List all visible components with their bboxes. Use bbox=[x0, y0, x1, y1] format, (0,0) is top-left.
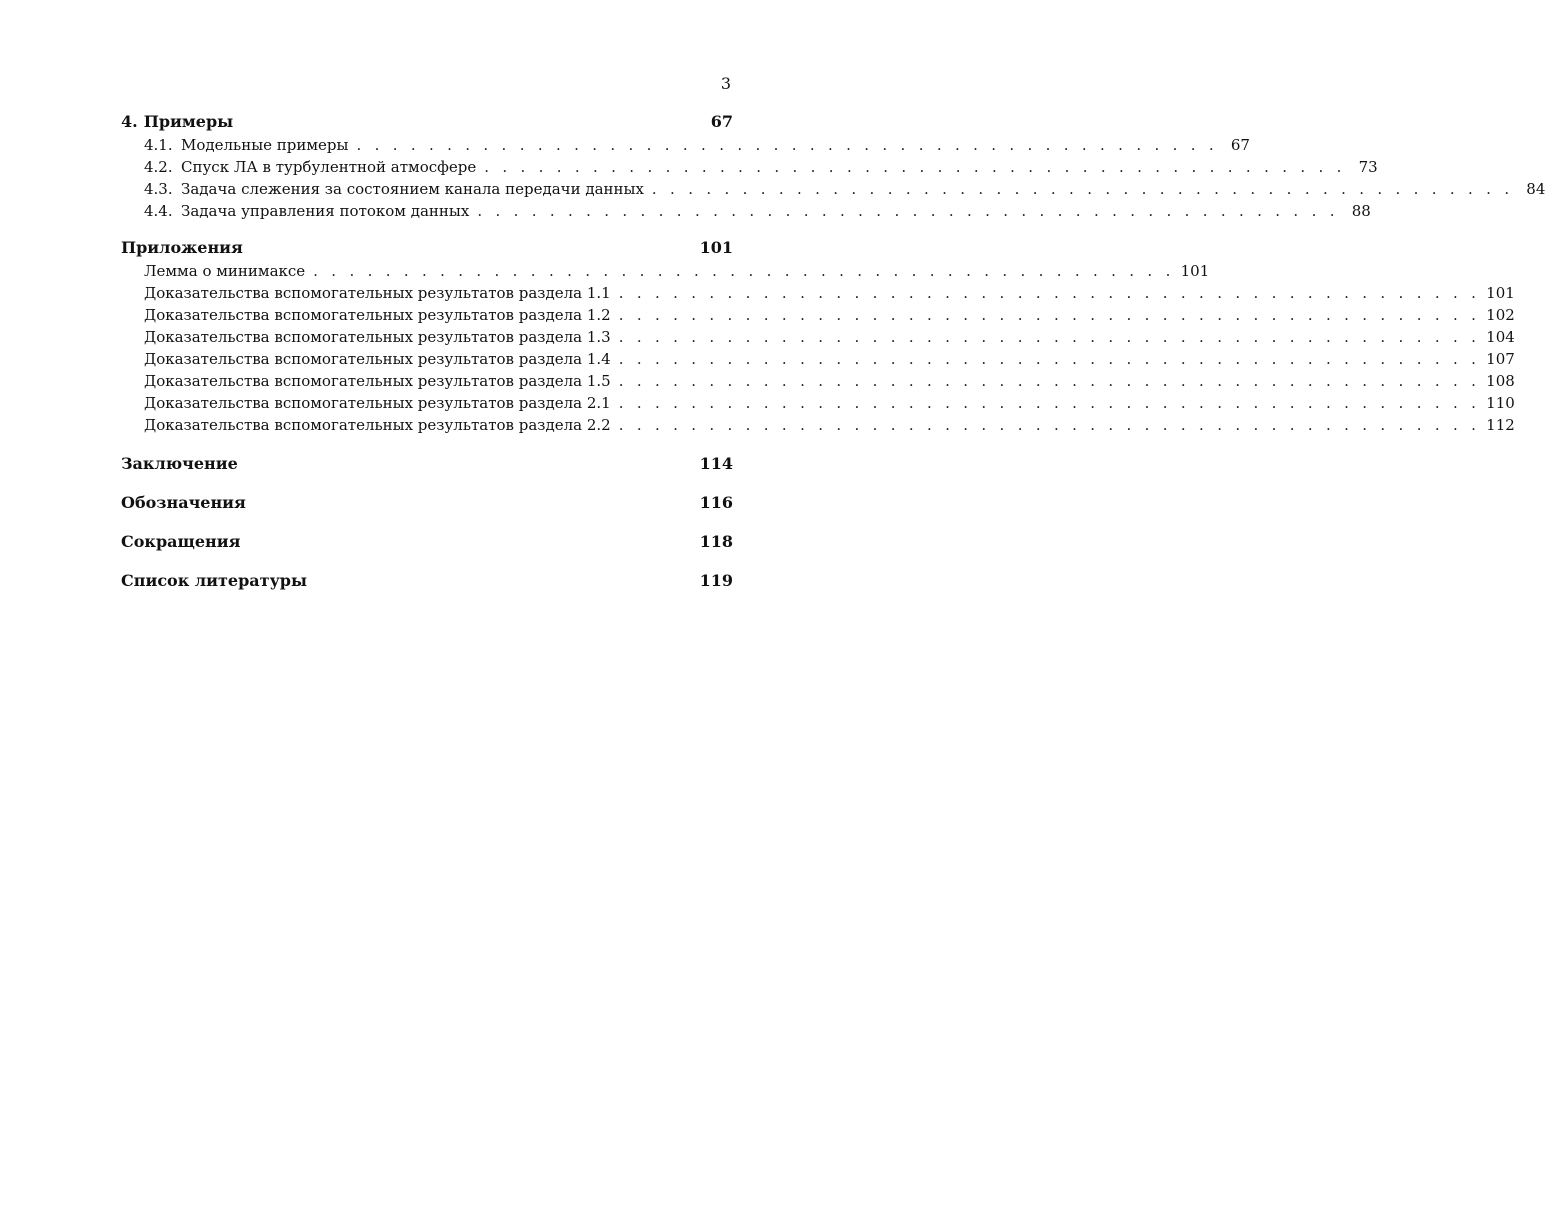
entry-page: 110 bbox=[1486, 394, 1515, 412]
toc-entry-appendix-7[interactable] bbox=[121, 392, 1515, 414]
entry-page: 101 bbox=[1486, 284, 1515, 302]
entry-page: 104 bbox=[1486, 328, 1515, 346]
chapter-page: 116 bbox=[699, 493, 733, 512]
entry-title: Задача управления потоком данных bbox=[181, 202, 470, 220]
dot-leader: . . . . . . . . . . . . . . . . . . . . . . . . . . . . . . . . . . . . . . . . . . . . . . . . bbox=[618, 372, 1481, 390]
chapter-title: Примеры bbox=[143, 112, 234, 131]
entry-page: 88 bbox=[1351, 202, 1371, 220]
chapter-page: 118 bbox=[699, 532, 733, 551]
chapter-title: Приложения bbox=[121, 238, 243, 257]
entry-title: Доказательства вспомогательных результатов раздела 1.3 bbox=[144, 328, 611, 346]
entry-page: 67 bbox=[1230, 136, 1250, 154]
dot-leader: . . . . . . . . . . . . . . . . . . . . . . . . . . . . . . . . . . . . . . . . . . . . . . . . bbox=[618, 416, 1481, 434]
entry-page: 112 bbox=[1486, 416, 1515, 434]
dot-leader: . . . . . . . . . . . . . . . . . . . . . . . . . . . . . . . . . . . . . . . . . . . . . . . . bbox=[651, 180, 1514, 198]
toc-chapter-notation[interactable] bbox=[121, 491, 733, 530]
entry-title: Доказательства вспомогательных результатов раздела 1.4 bbox=[144, 350, 611, 368]
chapter-page: 114 bbox=[699, 454, 733, 473]
dot-leader: . . . . . . . . . . . . . . . . . . . . . . . . . . . . . . . . . . . . . . . . . . . . . . . . bbox=[618, 350, 1481, 368]
chapter-number: 4. bbox=[121, 112, 138, 131]
entry-number: 4.1. bbox=[144, 136, 173, 154]
chapter-title: Сокращения bbox=[121, 532, 241, 551]
toc-chapter-conclusion[interactable] bbox=[121, 452, 733, 491]
entry-page: 107 bbox=[1486, 350, 1515, 368]
entry-number: 4.3. bbox=[144, 180, 173, 198]
toc-entry-appendix-4[interactable] bbox=[121, 326, 1515, 348]
toc-entry-appendix-2[interactable] bbox=[121, 282, 1515, 304]
page-number: 3 bbox=[720, 74, 731, 93]
entry-page: 101 bbox=[1180, 262, 1210, 280]
toc-entry-appendix-1[interactable] bbox=[121, 260, 1210, 282]
chapter-title: Заключение bbox=[121, 454, 238, 473]
entry-title: Доказательства вспомогательных результатов раздела 2.1 bbox=[144, 394, 611, 412]
toc-chapter-4[interactable] bbox=[121, 110, 733, 134]
toc-entry-4-1[interactable] bbox=[121, 134, 1250, 156]
chapter-title: Обозначения bbox=[121, 493, 246, 512]
entry-title: Спуск ЛА в турбулентной атмосфере bbox=[181, 158, 477, 176]
dot-leader: . . . . . . . . . . . . . . . . . . . . . . . . . . . . . . . . . . . . . . . . . . . . . . . . bbox=[484, 158, 1346, 176]
spacer bbox=[121, 222, 733, 236]
entry-page: 73 bbox=[1358, 158, 1378, 176]
entry-title: Задача слежения за состоянием канала передачи данных bbox=[181, 180, 644, 198]
dot-leader: . . . . . . . . . . . . . . . . . . . . . . . . . . . . . . . . . . . . . . . . . . . . . . . . bbox=[618, 394, 1481, 412]
dot-leader: . . . . . . . . . . . . . . . . . . . . . . . . . . . . . . . . . . . . . . . . . . . . . . . . bbox=[618, 306, 1481, 324]
entry-title: Лемма о минимаксе bbox=[144, 262, 306, 280]
dot-leader: . . . . . . . . . . . . . . . . . . . . . . . . . . . . . . . . . . . . . . . . . . . . . . . . bbox=[313, 262, 1175, 280]
toc-entry-appendix-3[interactable] bbox=[121, 304, 1515, 326]
entry-title: Доказательства вспомогательных результатов раздела 1.1 bbox=[144, 284, 611, 302]
dot-leader: . . . . . . . . . . . . . . . . . . . . . . . . . . . . . . . . . . . . . . . . . . . . . . . . bbox=[618, 328, 1481, 346]
dot-leader: . . . . . . . . . . . . . . . . . . . . . . . . . . . . . . . . . . . . . . . . . . . . . . . . bbox=[618, 284, 1481, 302]
toc-entry-4-3[interactable] bbox=[121, 178, 1545, 200]
chapter-page: 119 bbox=[699, 571, 733, 590]
entry-page: 84 bbox=[1526, 180, 1545, 198]
chapter-title: Список литературы bbox=[121, 571, 308, 590]
entry-title: Доказательства вспомогательных результатов раздела 1.5 bbox=[144, 372, 611, 390]
entry-page: 102 bbox=[1486, 306, 1515, 324]
entry-title: Доказательства вспомогательных результатов раздела 1.2 bbox=[144, 306, 611, 324]
chapter-page: 101 bbox=[699, 238, 733, 257]
chapter-page: 67 bbox=[710, 112, 733, 131]
toc-chapter-references[interactable] bbox=[121, 569, 733, 608]
toc-entry-4-2[interactable] bbox=[121, 156, 1378, 178]
toc-entry-appendix-5[interactable] bbox=[121, 348, 1515, 370]
dot-leader: . . . . . . . . . . . . . . . . . . . . . . . . . . . . . . . . . . . . . . . . . . . . . . . . bbox=[356, 136, 1218, 154]
toc-chapter-abbreviations[interactable] bbox=[121, 530, 733, 569]
entry-number: 4.4. bbox=[144, 202, 173, 220]
toc-entry-appendix-8[interactable] bbox=[121, 414, 1515, 436]
entry-number: 4.2. bbox=[144, 158, 173, 176]
entry-title: Модельные примеры bbox=[181, 136, 349, 154]
entry-title: Доказательства вспомогательных результатов раздела 2.2 bbox=[144, 416, 611, 434]
entry-page: 108 bbox=[1486, 372, 1515, 390]
toc-entry-appendix-6[interactable] bbox=[121, 370, 1515, 392]
toc-entry-4-4[interactable] bbox=[121, 200, 1371, 222]
spacer bbox=[121, 436, 733, 452]
dot-leader: . . . . . . . . . . . . . . . . . . . . . . . . . . . . . . . . . . . . . . . . . . . . . . . . bbox=[477, 202, 1339, 220]
toc-chapter-appendix[interactable] bbox=[121, 236, 733, 260]
table-of-contents bbox=[121, 110, 1545, 608]
